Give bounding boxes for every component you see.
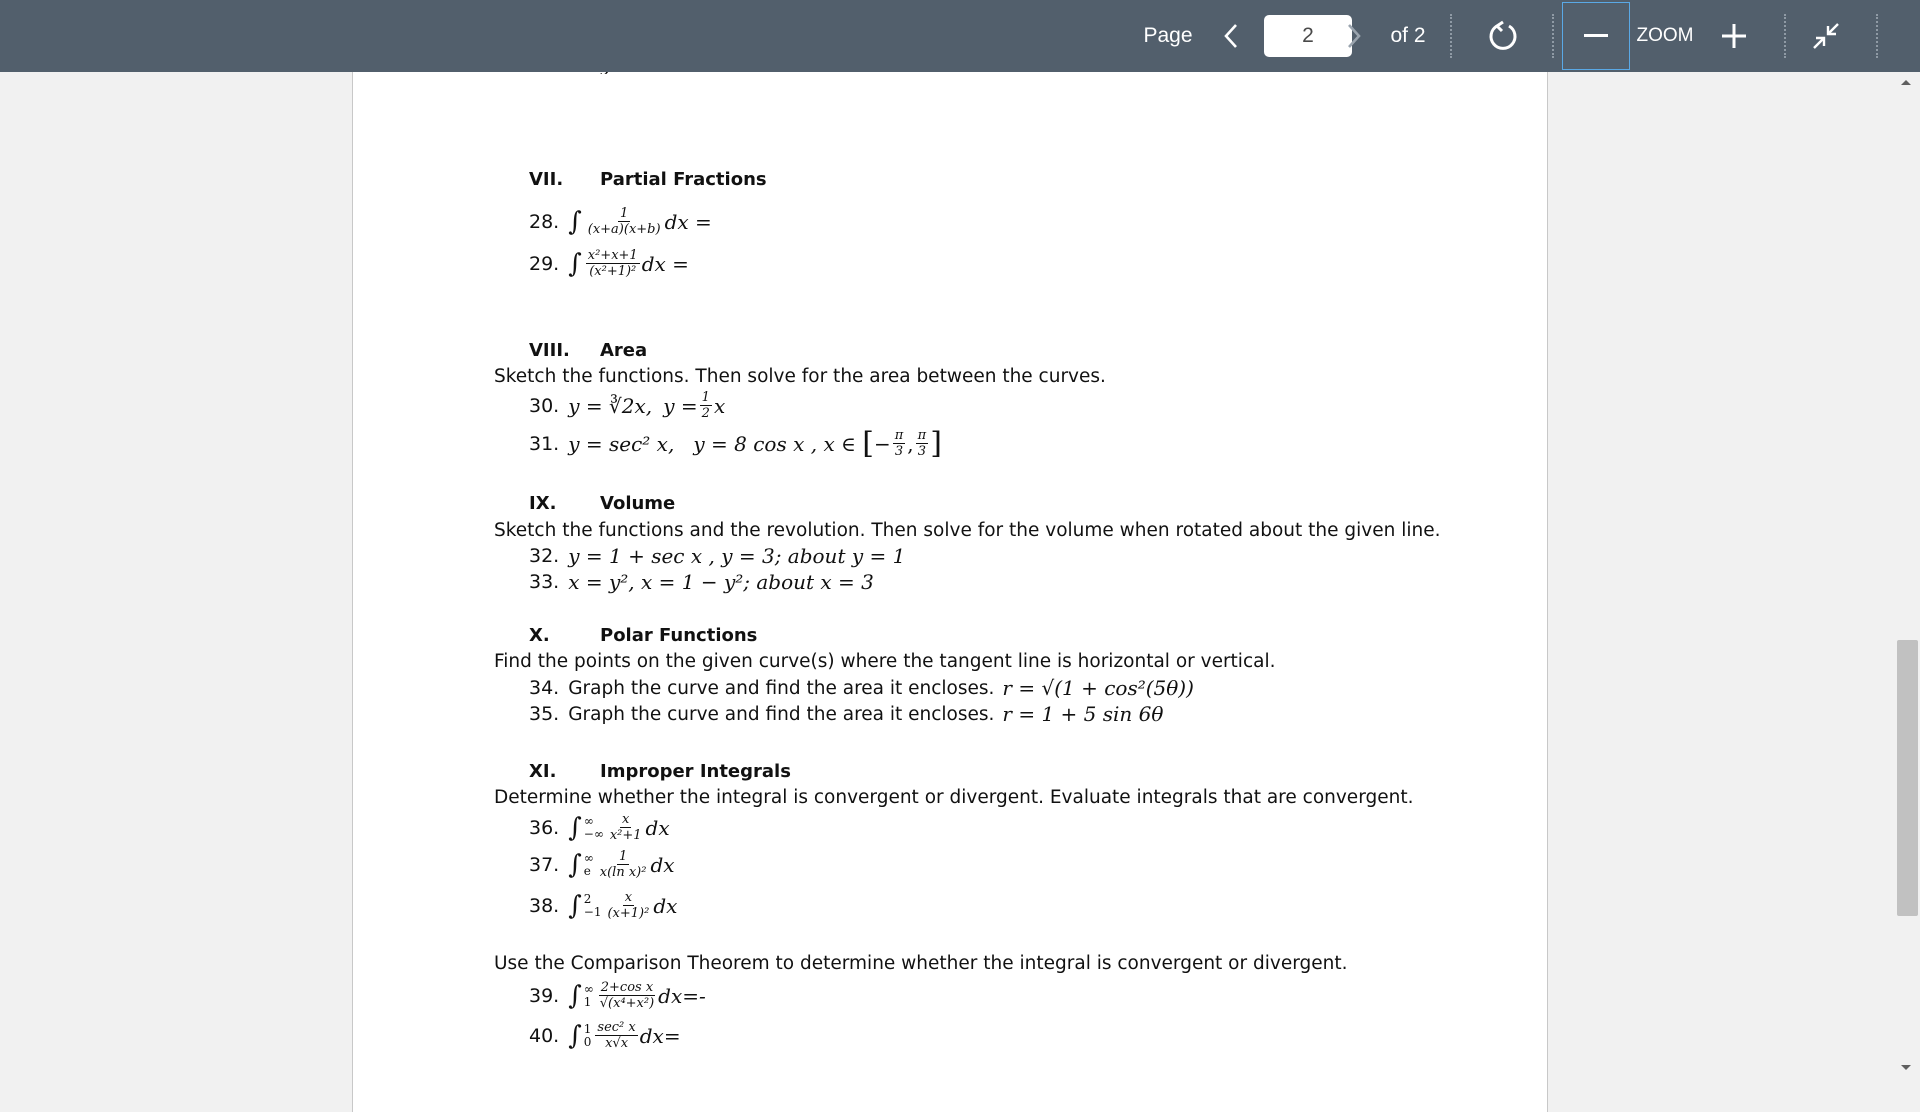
scrollbar-thumb[interactable] <box>1897 640 1918 916</box>
section-instruction: Sketch the functions. Then solve for the area between the curves. <box>494 366 1106 387</box>
collapse-arrows-icon <box>1812 22 1840 50</box>
problem-34: 34. Graph the curve and find the area it encloses. r = √(1 + cos²(5θ)) <box>529 676 1194 700</box>
pdf-toolbar <box>0 0 1920 72</box>
plus-icon <box>1722 24 1746 48</box>
scroll-down-arrow-icon[interactable] <box>1898 1060 1914 1076</box>
problem-31: 31. y = sec² x, y = 8 cos x , x ∈ [ − $\frac{\pi}{3}$ , π 3 ] <box>529 426 942 461</box>
section-instruction: Find the points on the given curve(s) where the tangent line is horizontal or vertical. <box>494 651 1276 672</box>
problem-40: 40. ∫ 1 0 sec² x x√x dx= <box>529 1020 681 1051</box>
problem-39: 39. ∫ ∞ 1 2+cos x √(x⁴+x²) dx=- <box>529 980 706 1011</box>
problem-33: 33. x = y², x = 1 − y²; about x = 3 <box>529 570 874 594</box>
chevron-left-icon <box>1223 23 1239 49</box>
problem-36: 36. ∫ ∞ −∞ x x²+1 dx <box>529 812 670 843</box>
problem-29: 29. ∫ x²+x+1 (x²+1)² dx = <box>529 248 689 279</box>
toolbar-divider <box>1784 14 1786 58</box>
rotate-button[interactable] <box>1483 16 1523 56</box>
toolbar-divider <box>1876 14 1878 58</box>
zoom-out-button[interactable] <box>1562 2 1630 70</box>
document-viewer[interactable] <box>0 72 1920 1080</box>
problem-32: 32. y = 1 + sec x , y = 3; about y = 1 <box>529 544 906 568</box>
pdf-page: VII. Partial Fractions 28. ∫ 1 (x+a)(x+b) dx = 29. ∫ x²+x+1 (x²+1)² dx = VIII. Area Sketch the functions. Then solve for the area between the curves. 30. y = ∛2x, y = $\frac{1}{2}$ x 31. y = sec² x, y = 8 cos x , x ∈ [ − $\frac{\pi}{3}$ , π 3 ] IX. Volume Sketch the functions and the revolution. Then solve for the volume when rotated about the given line. 32. y = 1 + sec x , y = 3; about y = 1 33. x = y², x = 1 − y²; about x = 3 X. Polar Functions Find the points on the given curve(s) where the tangent line is horizontal or vertical. 34. Graph the curve and find the area it encloses. r = √(1 + cos²(5θ)) 35. Graph the curve and find the area it encloses. r = 1 + 5 sin 6θ XI. Improper Integrals Determine whether the integral is convergent or divergent. Evaluate integrals that are convergent. 36. ∫ ∞ −∞ x x²+1 dx 37. ∫ ∞ e 1 x(ln x)² dx 38. ∫ 2 −1 x (x+1)² dx Use the Comparison Theorem to determine whether the integral is convergent or divergent. 39. ∫ ∞ 1 2+cos x √(x⁴+x²) dx=- 40. ∫ 1 0 sec² x x√x dx= <box>352 52 1548 1112</box>
zoom-label: ZOOM <box>1636 25 1694 46</box>
chevron-right-icon <box>1346 23 1362 49</box>
toolbar-divider <box>1450 14 1452 58</box>
zoom-in-button[interactable] <box>1714 16 1754 56</box>
page-label: Page <box>1143 24 1193 47</box>
problem-37: 37. ∫ ∞ e 1 x(ln x)² dx <box>529 849 675 880</box>
page-count-label: of 2 <box>1390 24 1426 47</box>
toolbar-divider <box>1552 14 1554 58</box>
problem-38: 38. ∫ 2 −1 x (x+1)² dx <box>529 890 678 921</box>
exit-fullscreen-button[interactable] <box>1806 16 1846 56</box>
minus-icon <box>1584 34 1608 38</box>
previous-page-button[interactable] <box>1216 18 1246 54</box>
section-instruction: Sketch the functions and the revolution. Then solve for the volume when rotated about the given line. <box>494 520 1441 541</box>
problem-30: 30. y = ∛2x, y = $\frac{1}{2}$ x <box>529 390 726 421</box>
next-page-button[interactable] <box>1339 18 1369 54</box>
comparison-instruction: Use the Comparison Theorem to determine whether the integral is convergent or divergent. <box>494 953 1348 974</box>
problem-35: 35. Graph the curve and find the area it encloses. r = 1 + 5 sin 6θ <box>529 702 1164 726</box>
problem-28: 28. ∫ 1 (x+a)(x+b) dx = <box>529 206 712 237</box>
section-instruction: Determine whether the integral is convergent or divergent. Evaluate integrals that are convergent. <box>494 787 1414 808</box>
scroll-up-arrow-icon[interactable] <box>1898 74 1914 90</box>
rotate-icon <box>1487 20 1519 52</box>
